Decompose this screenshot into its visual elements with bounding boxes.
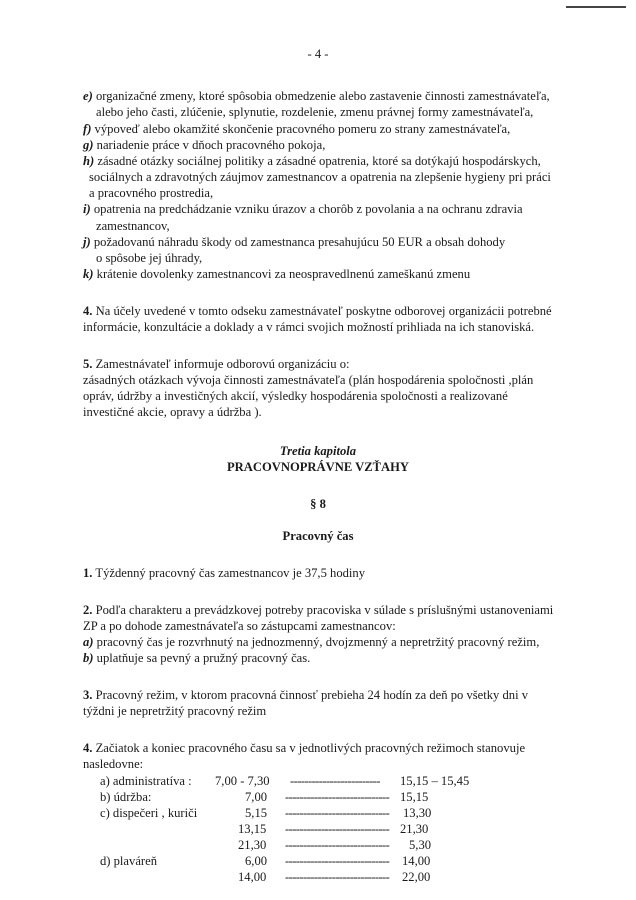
list-text: pracovný čas je rozvrhnutý na jednozmenný, dvojzmenný a nepretržitý pracovný režim,	[96, 635, 540, 649]
paragraph-5-line4: investičné akcie, opravy a údržba ).	[83, 405, 262, 419]
paragraph-number: 5.	[83, 357, 93, 371]
list-label: j)	[83, 235, 91, 249]
section-para-3	[83, 687, 528, 703]
schedule-dashes: -----------------------------	[285, 838, 390, 852]
schedule-end: 13,30	[403, 806, 432, 820]
list-text: požadovanú náhradu škody od zamestnanca presahujúcu 50 EUR a obsah dohody	[93, 235, 506, 249]
list-label: h)	[83, 154, 95, 168]
list-item-f	[83, 121, 593, 137]
section-para-2-item-b	[83, 650, 310, 666]
chapter-label: Tretia kapitola	[279, 444, 357, 458]
paragraph-text: Na účely uvedené v tomto odseku zamestnávateľ poskytne odborovej organizácii potrebné	[95, 304, 552, 318]
section-para-2-item-a	[83, 634, 539, 650]
list-text: výpoveď alebo okamžité skončenie pracovného pomeru zo strany zamestnávateľa,	[94, 122, 511, 136]
paragraph-text: Začiatok a koniec pracovného času sa v jednotlivých pracovných režimoch stanovuje	[95, 741, 526, 755]
paragraph-5-line3: opráv, údržby a investičných akcií, výsledky hospodárenia spoločnosti a realizované	[83, 389, 508, 403]
schedule-end: 21,30	[400, 822, 429, 836]
list-label: e)	[83, 89, 93, 103]
list-text: organizačné zmeny, ktoré spôsobia obmedzenie alebo zastavenie činnosti zamestnávateľa,	[95, 89, 550, 103]
section-para-1	[83, 565, 365, 581]
section-para-4-line2: nasledovne:	[83, 757, 144, 771]
paragraph-5-line2: zásadných otázkach vývoja činnosti zamestnávateľa (plán hospodárenia spoločnosti ,plán	[83, 373, 534, 387]
schedule-dashes: -----------------------------	[285, 790, 390, 804]
list-item-j-cont: o spôsobe jej úhrady,	[96, 251, 203, 265]
schedule-dashes: -----------------------------	[285, 870, 390, 884]
list-text: nariadenie práce v dňoch pracovného pokoja,	[96, 138, 326, 152]
schedule-start: 5,15	[245, 806, 268, 820]
list-label: g)	[83, 138, 94, 152]
paragraph-number: 4.	[83, 304, 93, 318]
schedule-label: c) dispečeri , kuriči	[100, 806, 198, 820]
schedule-start: 13,15	[238, 822, 267, 836]
list-label: i)	[83, 202, 91, 216]
list-item-e	[83, 88, 593, 104]
paragraph-5	[83, 356, 350, 372]
schedule-end: 5,30	[409, 838, 432, 852]
paragraph-number: 1.	[83, 566, 93, 580]
schedule-end: 15,15 – 15,45	[400, 774, 470, 788]
paragraph-text: Podľa charakteru a prevádzkovej potreby pracoviska v súlade s príslušnými ustanoveniami	[95, 603, 554, 617]
paragraph-4-cont: informácie, konzultácie a doklady a v rámci svojich možností prihliada na ich stanoviská.	[83, 320, 535, 334]
schedule-dashes: -----------------------------	[285, 854, 390, 868]
schedule-dashes: -----------------------------	[285, 822, 390, 836]
schedule-end: 14,00	[402, 854, 431, 868]
list-label: b)	[83, 651, 94, 665]
section-para-2	[83, 602, 553, 618]
paragraph-text: Pracovný režim, v ktorom pracovná činnosť prebieha 24 hodín za deň po všetky dni v	[95, 688, 529, 702]
schedule-end: 22,00	[402, 870, 431, 884]
schedule-dashes: -----------------------------	[285, 806, 390, 820]
schedule-start: 7,00	[245, 790, 268, 804]
schedule-start: 21,30	[238, 838, 267, 852]
list-item-i-cont: zamestnancov,	[96, 219, 170, 233]
list-item-i	[83, 201, 593, 217]
section-para-4	[83, 740, 525, 756]
schedule-dashes: -------------------------	[290, 774, 380, 788]
list-item-h-cont: sociálnych a zdravotných záujmov zamestnancov a opatrenia na zlepšenie hygieny pri práci	[89, 170, 551, 184]
list-item-h-cont2: a pracovného prostredia,	[89, 186, 214, 200]
page-number: - 4 -	[307, 47, 329, 61]
top-right-rule	[566, 6, 626, 8]
list-text: uplatňuje sa pevný a pružný pracovný čas.	[96, 651, 311, 665]
schedule-end: 15,15	[400, 790, 429, 804]
section-title: Pracovný čas	[282, 529, 354, 543]
schedule-start: 6,00	[245, 854, 268, 868]
schedule-start: 7,00 - 7,30	[215, 774, 270, 788]
list-label: a)	[83, 635, 94, 649]
schedule-start: 14,00	[238, 870, 267, 884]
list-text: opatrenia na predchádzanie vzniku úrazov a chorôb z povolania a na ochranu zdravia	[93, 202, 523, 216]
schedule-label: d) plaváreň	[100, 854, 157, 868]
paragraph-number: 4.	[83, 741, 93, 755]
schedule-label: a) administratíva :	[100, 774, 192, 788]
list-label: k)	[83, 267, 94, 281]
paragraph-text: Týždenný pracovný čas zamestnancov je 37,5 hodiny	[95, 566, 366, 580]
section-para-2-line2: ZP a po dohode zamestnávateľa so zástupcami zamestnancov:	[83, 619, 396, 633]
list-item-k	[83, 266, 593, 282]
paragraph-text: Zamestnávateľ informuje odborovú organizáciu o:	[95, 357, 350, 371]
list-item-h	[83, 153, 593, 169]
paragraph-4	[83, 303, 552, 319]
paragraph-number: 3.	[83, 688, 93, 702]
section-number: § 8	[310, 497, 326, 511]
list-label: f)	[83, 122, 92, 136]
section-para-3-line2: týždni je nepretržitý pracovný režim	[83, 704, 267, 718]
list-text: krátenie dovolenky zamestnancovi za neospravedlnenú zameškanú zmenu	[96, 267, 471, 281]
schedule-label: b) údržba:	[100, 790, 152, 804]
list-text: zásadné otázky sociálnej politiky a zásadné opatrenia, ktoré sa dotýkajú hospodárskych,	[97, 154, 541, 168]
list-item-j	[83, 234, 593, 250]
chapter-title: PRACOVNOPRÁVNE VZŤAHY	[226, 460, 410, 474]
paragraph-number: 2.	[83, 603, 93, 617]
list-item-g	[83, 137, 593, 153]
list-item-e-cont: alebo jeho časti, zlúčenie, splynutie, rozdelenie, zmenu právnej formy zamestnávateľa,	[96, 105, 534, 119]
